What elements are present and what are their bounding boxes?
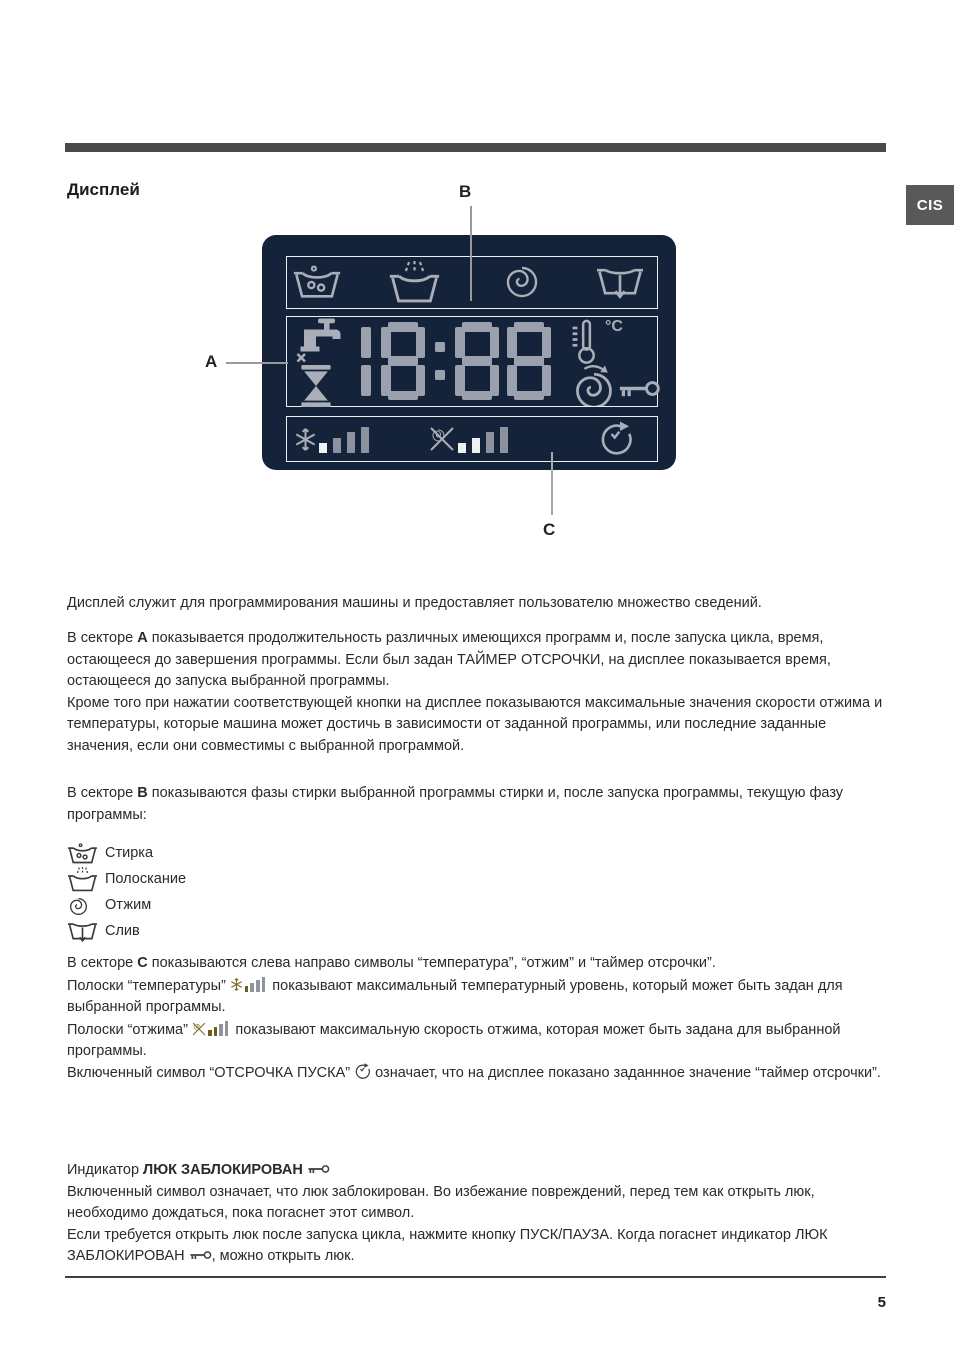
intro-text: Дисплей служит для программирования машины и предоставляет пользователю множество сведений.: [67, 595, 762, 611]
connector-line-a: [226, 362, 288, 364]
door-locked-section: Индикатор ЛЮК ЗАБЛОКИРОВАН Включенный символ означает, что люк заблокирован. Во избежание повреждений, перед тем как открыть люк, необходимо дождаться, пока погаснет этот символ. Если требуется открыть люк после запуска цикла, нажмите кнопку ПУСК/ПАУЗА. Когда погаснет индикатор ЛЮК ЗАБЛОКИРОВАН , можно открыть люк.: [67, 1162, 828, 1264]
thermometer-icon: [572, 319, 602, 365]
label-sector-c: C: [543, 520, 556, 539]
phase-list: [67, 841, 895, 945]
bottom-rule: [65, 1276, 886, 1278]
sector-a-letter: A: [137, 630, 148, 646]
list-item-wash: Стирка: [67, 841, 895, 867]
temperature-snowflake-icon: [294, 428, 317, 451]
door-locked-label: ЛЮК ЗАБЛОКИРОВАН: [143, 1162, 303, 1178]
spin-excluded-icon: [192, 1022, 206, 1036]
label-sector-a: A: [205, 352, 218, 371]
spin-bars-inline: [208, 1021, 228, 1036]
door-locked-key-icon: [189, 1249, 212, 1261]
wash-icon: [292, 265, 342, 302]
hourglass-icon: [298, 365, 334, 407]
connector-line-c: [551, 452, 553, 515]
display-time-row: [286, 316, 658, 407]
celsius-label: °C: [605, 318, 623, 335]
spin-bars: [458, 426, 508, 453]
wash-icon: [67, 843, 105, 866]
drain-icon: [595, 262, 645, 305]
sector-c-paragraph: В секторе C показываются слева направо символы “температура”, “отжим” и “таймер отсрочки”. Полоски “температуры” показывают максимальный температурный уровень, который может быть задан для выбранной программы. Полоски “отжима” показывают максимальную скорость отжима, которая может быть задана для выбранной программы. Включенный символ “ОТСРОЧКА ПУСКА” означает, что на дисплее показано заданнное значение “таймер отсрочки”.: [67, 955, 881, 1081]
list-item-spin: Отжим: [67, 893, 895, 919]
display-phase-row: [286, 256, 658, 309]
display-panel: [262, 235, 676, 470]
temperature-bars: [319, 426, 369, 453]
region-badge: CIS: [906, 185, 954, 225]
display-indicator-row: [286, 416, 658, 462]
display-time: [360, 322, 551, 400]
sector-b-letter: B: [137, 785, 148, 801]
rinse-icon: [388, 261, 441, 307]
top-rule-bar: [65, 143, 886, 152]
sector-a-paragraph: В секторе A показывается продолжительность различных имеющихся программ и, после запуска цикла, время, остающееся до завершения программы. Если был задан ТАЙМЕР ОТСРОЧКИ, на дисплее показывается время, остающееся до запуска выбранной программы. Кроме того при нажатии соответствующей кнопки на дисплее показываются максимальные значения скорости отжима и температуры, которые машина может достичь в зависимости от заданной программы, или последние заданные значения, если они совместимы с выбранной программой.: [67, 630, 883, 754]
drain-icon: [67, 919, 105, 946]
temperature-bars-inline: [245, 977, 265, 992]
rinse-icon: [67, 867, 105, 894]
temperature-snowflake-icon: [230, 978, 243, 991]
spin-icon: [505, 265, 539, 299]
intro-paragraph: [67, 593, 895, 615]
list-item-drain: Слив: [67, 919, 895, 945]
connector-line-b: [470, 206, 472, 301]
sector-b-paragraph: В секторе B показываются фазы стирки выбранной программы стирки и, после запуска программы, текущую фазу программы:: [67, 785, 844, 823]
page-title: Дисплей: [67, 180, 140, 199]
door-locked-key-icon: [617, 377, 661, 400]
spin-excluded-icon: [429, 426, 455, 452]
delay-timer-icon: [354, 1063, 371, 1080]
spin-speed-icon: [573, 364, 613, 406]
label-sector-b: B: [459, 182, 472, 201]
spin-icon: [67, 897, 105, 916]
sector-c-letter: C: [137, 955, 148, 971]
page-number: 5: [877, 1294, 886, 1311]
no-water-faucet-icon: [296, 318, 342, 363]
delay-timer-icon: [598, 421, 634, 457]
door-locked-key-icon: [307, 1163, 330, 1175]
list-item-rinse: Полоскание: [67, 867, 895, 893]
